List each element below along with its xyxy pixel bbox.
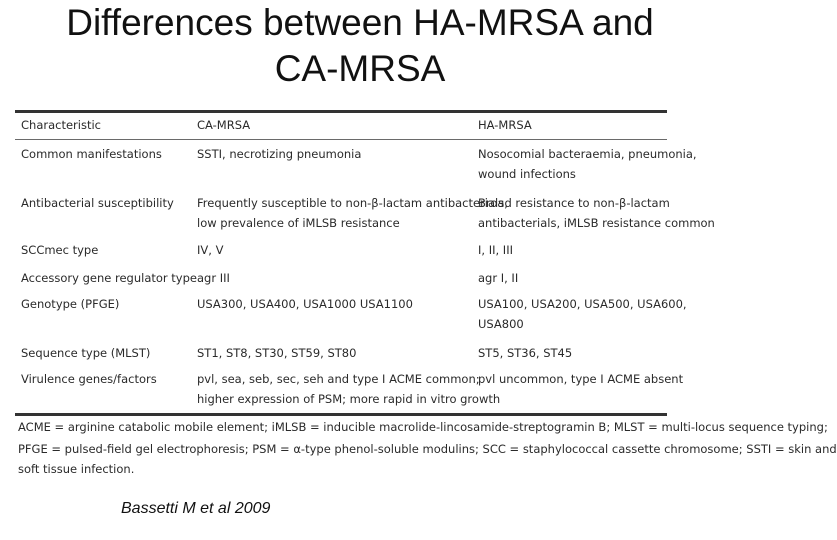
footnote-line-2: PFGE = pulsed-field gel electrophoresis; PSM = α-type phenol-soluble modulins; SCC = staphylococcal cassette chromosome; SSTI = skin and — [18, 442, 837, 456]
row-7-ha: pvl uncommon, type I ACME absent — [478, 372, 684, 386]
citation: Bassetti M et al 2009 — [121, 500, 271, 517]
row-2-ca-line-1: Frequently susceptible to non-β-lactam antibacterials, — [197, 196, 508, 210]
header-ha-mrsa: HA-MRSA — [478, 118, 532, 132]
row-1-ca: SSTI, necrotizing pneumonia — [197, 147, 362, 161]
row-2-characteristic: Antibacterial susceptibility — [21, 196, 174, 210]
row-2-ha-line-1: Broad resistance to non-β-lactam — [478, 196, 670, 210]
row-2-ha-line-2: antibacterials, iMLSB resistance common — [478, 216, 715, 230]
row-3-ca: IV, V — [197, 243, 224, 257]
slide-title — [0, 0, 720, 92]
row-5-ha-line-1: USA100, USA200, USA500, USA600, — [478, 297, 687, 311]
row-4-characteristic: Accessory gene regulator type — [21, 271, 197, 285]
row-1-ha-line-2: wound infections — [478, 167, 576, 181]
row-6-ha: ST5, ST36, ST45 — [478, 346, 573, 360]
header-ca-mrsa: CA-MRSA — [197, 118, 251, 132]
row-3-characteristic: SCCmec type — [21, 243, 99, 257]
slide-title-line-2: CA-MRSA — [274, 48, 446, 89]
row-5-ca: USA300, USA400, USA1000 USA1100 — [197, 297, 413, 311]
row-7-characteristic: Virulence genes/factors — [21, 372, 157, 386]
row-5-ha-line-2: USA800 — [478, 317, 524, 331]
row-7-ca-line-2: higher expression of PSM; more rapid in vitro growth — [197, 392, 501, 406]
row-1-ha-line-1: Nosocomial bacteraemia, pneumonia, — [478, 147, 697, 161]
row-4-ca: agr III — [197, 271, 230, 285]
row-6-ca: ST1, ST8, ST30, ST59, ST80 — [197, 346, 357, 360]
footnote-line-3: soft tissue infection. — [18, 462, 135, 476]
row-5-characteristic: Genotype (PFGE) — [21, 297, 120, 311]
row-1-characteristic: Common manifestations — [21, 147, 162, 161]
header-characteristic: Characteristic — [21, 118, 101, 132]
footnote-line-1: ACME = arginine catabolic mobile element; iMLSB = inducible macrolide-lincosamide-streptogramin B; MLST = multi-locus sequence typing; — [18, 420, 828, 434]
row-2-ca-line-2: low prevalence of iMLSB resistance — [197, 216, 400, 230]
row-3-ha: I, II, III — [478, 243, 513, 257]
header-rule — [15, 139, 667, 140]
table-top-rule — [15, 110, 667, 113]
slide-title-line-1: Differences between HA-MRSA and — [66, 2, 654, 43]
row-4-ha: agr I, II — [478, 271, 519, 285]
table-bottom-rule — [15, 413, 667, 416]
row-6-characteristic: Sequence type (MLST) — [21, 346, 151, 360]
row-7-ca-line-1: pvl, sea, seb, sec, seh and type I ACME common; — [197, 372, 480, 386]
